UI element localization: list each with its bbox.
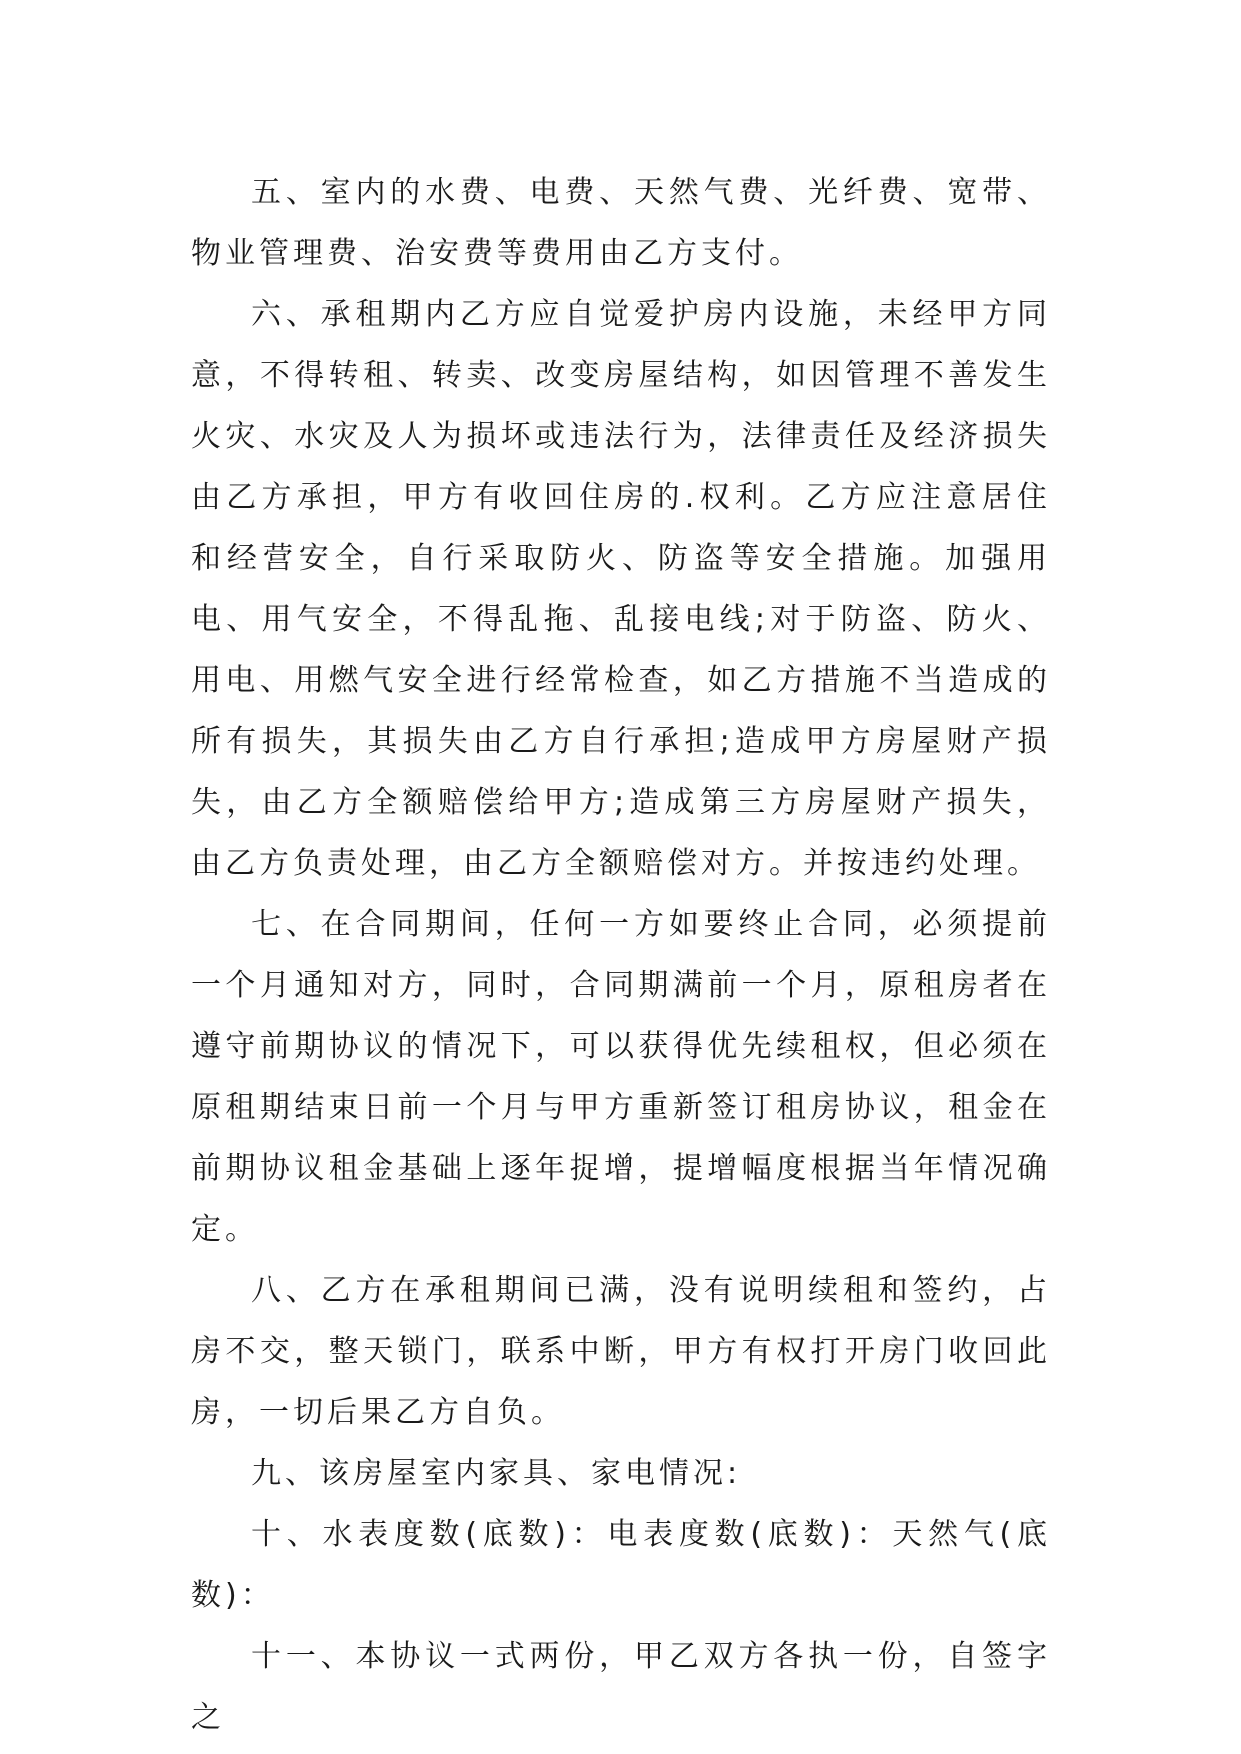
clause-five: 五、室内的水费、电费、天然气费、光纤费、宽带、物业管理费、治安费等费用由乙方支付。 xyxy=(191,175,1051,271)
clause-nine: 九、该房屋室内家具、家电情况: xyxy=(251,1456,742,1491)
clause-ten: 十、水表度数(底数)：电表度数(底数)：天然气(底数)： xyxy=(191,1517,1051,1613)
document-body xyxy=(191,162,1051,1748)
clause-six: 六、承租期内乙方应自觉爱护房内设施，未经甲方同意，不得转租、转卖、改变房屋结构，如因管理不善发生火灾、水灾及人为损坏或违法行为，法律责任及经济损失由乙方承担，甲方有收回住房的.权利。乙方应注意居住和经营安全，自行采取防火、防盗等安全措施。加强用电、用气安全，不得乱拖、乱接电线;对于防盗、防火、用电、用燃气安全进行经常检查，如乙方措施不当造成的所有损失，其损失由乙方自行承担;造成甲方房屋财产损失，由乙方全额赔偿给甲方;造成第三方房屋财产损失，由乙方负责处理，由乙方全额赔偿对方。并按违约处理。 xyxy=(191,297,1051,881)
clause-eleven: 十一、本协议一式两份，甲乙双方各执一份，自签字之 xyxy=(191,1639,1051,1735)
clause-eight: 八、乙方在承租期间已满，没有说明续租和签约，占房不交，整天锁门，联系中断，甲方有权打开房门收回此房，一切后果乙方自负。 xyxy=(191,1273,1051,1430)
clause-seven: 七、在合同期间，任何一方如要终止合同，必须提前一个月通知对方，同时，合同期满前一个月，原租房者在遵守前期协议的情况下，可以获得优先续租权，但必须在原租期结束日前一个月与甲方重新签订租房协议，租金在前期协议租金基础上逐年捉增，提增幅度根据当年情况确定。 xyxy=(191,907,1051,1247)
